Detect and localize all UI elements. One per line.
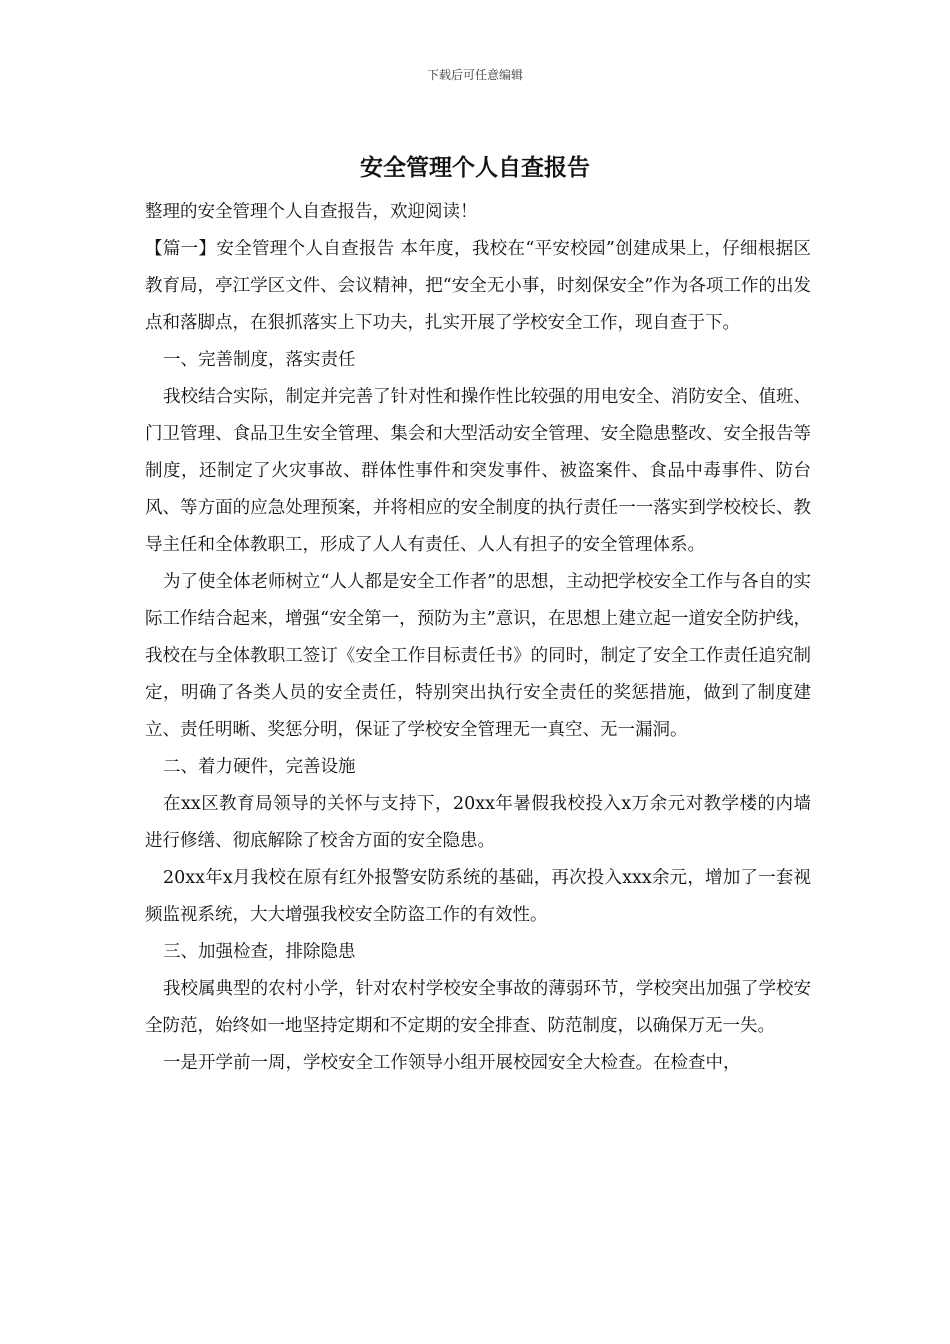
section-heading: 一、完善制度，落实责任 [163,350,356,370]
paragraph: 整理的安全管理个人自查报告，欢迎阅读！ [145,202,478,222]
paragraph: 一是开学前一周，学校安全工作领导小组开展校园安全大检查。在检查中， [163,1053,741,1073]
section-heading: 二、着力硬件，完善设施 [163,757,356,777]
paragraph: 我校属典型的农村小学，针对农村学校安全事故的薄弱环节，学校突出加强了学校安全防范，始终如一地坚持定期和不定期的安全排查、防范制度，以确保万无一失。 [145,979,811,1036]
paragraph: 我校结合实际，制定并完善了针对性和操作性比较强的用电安全、消防安全、值班、门卫管理、食品卫生安全管理、集会和大型活动安全管理、安全隐患整改、安全报告等制度，还制定了火灾事故、群体性事件和突发事件、被盗案件、食品中毒事件、防台风、等方面的应急处理预案，并将相应的安全制度的执行责任一一落实到学校校长、教导主任和全体教职工，形成了人人有责任、人人有担子的安全管理体系。 [145,387,811,555]
paragraph: 为了使全体老师树立“人人都是安全工作者”的思想，主动把学校安全工作与各自的实际工作结合起来，增强“安全第一，预防为主”意识，在思想上建立起一道安全防护线，我校在与全体教职工签订《安全工作目标责任书》的同时，制定了安全工作责任追究制定，明确了各类人员的安全责任，特别突出执行安全责任的奖惩措施，做到了制度建立、责任明晰、奖惩分明，保证了学校安全管理无一真空、无一漏洞。 [145,572,811,740]
page-header-note: 下载后可任意编辑 [426,68,523,82]
paragraph: 【篇一】安全管理个人自查报告 本年度，我校在“平安校园”创建成果上，仔细根据区教育局，亭江学区文件、会议精神，把“安全无小事，时刻保安全”作为各项工作的出发点和落脚点，在狠抓落实上下功夫，扎实开展了学校安全工作，现自查于下。 [145,239,811,333]
document-title: 安全管理个人自查报告 [360,154,590,181]
paragraph: 在xx区教育局领导的关怀与支持下，20xx年暑假我校投入x万余元对教学楼的内墙进行修缮、彻底解除了校舍方面的安全隐患。 [145,794,811,851]
paragraph: 20xx年x月我校在原有红外报警安防系统的基础，再次投入xxx余元，增加了一套视频监视系统，大大增强我校安全防盗工作的有效性。 [145,868,811,925]
document-body [145,194,811,1082]
section-heading: 三、加强检查，排除隐患 [163,942,356,962]
